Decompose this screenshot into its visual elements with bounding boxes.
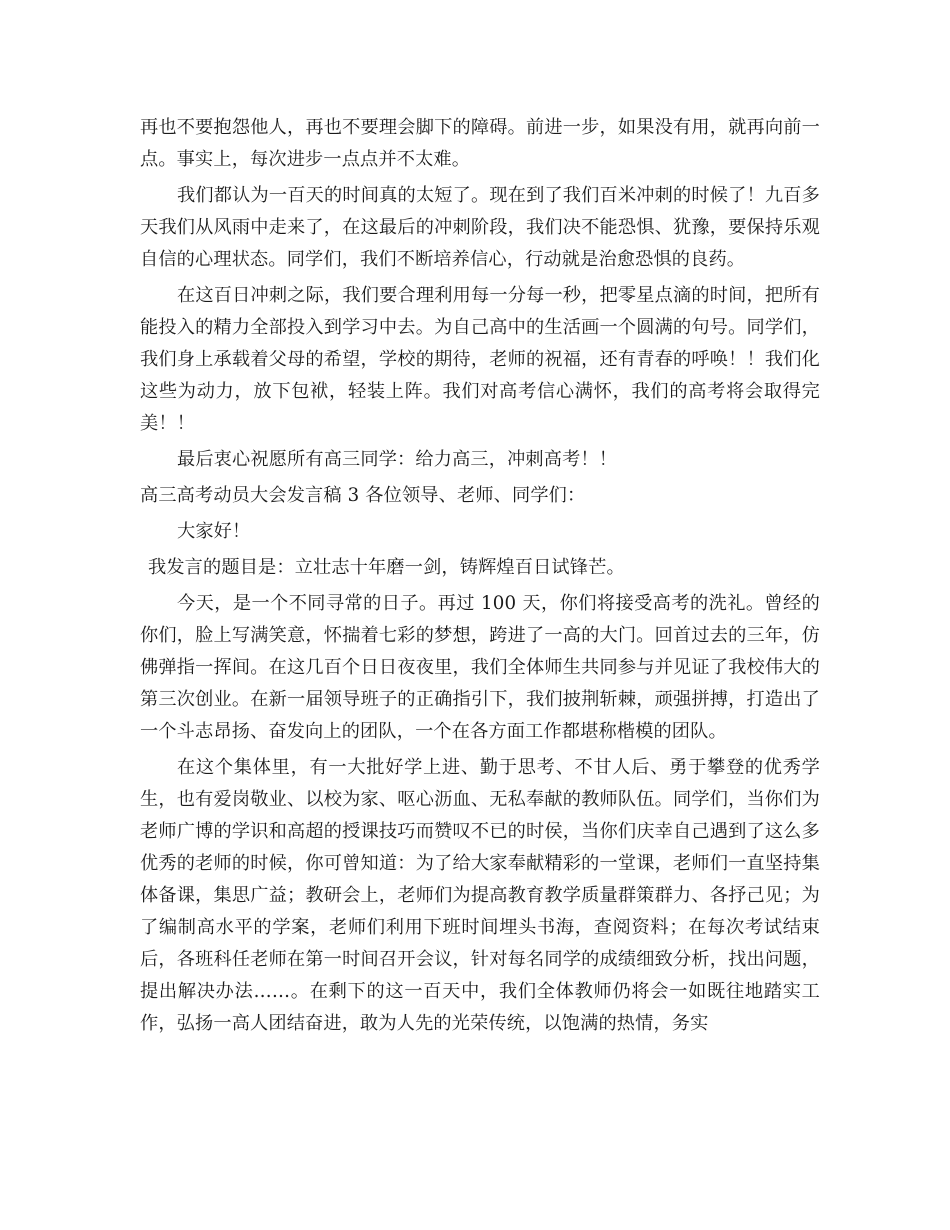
- paragraph-1: 再也不要抱怨他人，再也不要理会脚下的障碍。前进一步，如果没有用，就再向前一点。事实上，每次进步一点点并不太难。: [140, 117, 820, 170]
- section-heading: 高三高考动员大会发言稿 3 各位领导、老师、同学们：: [140, 485, 586, 506]
- paragraph-2: 我们都认为一百天的时间真的太短了。现在到了我们百米冲刺的时候了！九百多天我们从风雨中走来了，在这最后的冲刺阶段，我们决不能恐惧、犹豫，要保持乐观自信的心理状态。同学们，我们不断培养信心，行动就是治愈恐惧的良药。: [140, 185, 820, 270]
- paragraph-4: 最后衷心祝愿所有高三同学：给力高三，冲刺高考！！: [177, 449, 618, 470]
- paragraph-5: 今天，是一个不同寻常的日子。再过 100 天，你们将接受高考的洗礼。曾经的你们，脸上写满笑意，怀揣着七彩的梦想，跨进了一高的大门。回首过去的三年，仿佛弹指一挥间。在这几百个日日夜夜里，我们全体师生共同参与并见证了我校伟大的第三次创业。在新一届领导班子的正确指引下，我们披荆斩棘，顽强拼搏，打造出了一个斗志昂扬、奋发向上的团队，一个在各方面工作都堪称楷模的团队。: [140, 593, 820, 742]
- greeting: 大家好！: [177, 521, 251, 542]
- document-body: [140, 112, 820, 1040]
- speech-topic: 我发言的题目是：立壮志十年磨一剑，铸辉煌百日试锋芒。: [148, 557, 625, 578]
- paragraph-6: 在这个集体里，有一大批好学上进、勤于思考、不甘人后、勇于攀登的优秀学生，也有爱岗敬业、以校为家、呕心沥血、无私奉献的教师队伍。同学们，当你们为老师广博的学识和高超的授课技巧而赞叹不已的时侯，当你们庆幸自己遇到了这么多优秀的老师的时候，你可曾知道：为了给大家奉献精彩的一堂课，老师们一直坚持集体备课，集思广益；教研会上，老师们为提高教育教学质量群策群力、各抒己见；为了编制高水平的学案，老师们利用下班时间埋头书海，查阅资料；在每次考试结束后，各班科任老师在第一时间召开会议，针对每名同学的成绩细致分析，找出问题，提出解决办法……。在剩下的这一百天中，我们全体教师仍将会一如既往地踏实工作，弘扬一高人团结奋进，敢为人先的光荣传统，以饱满的热情，务实: [140, 757, 820, 1034]
- paragraph-3: 在这百日冲刺之际，我们要合理利用每一分每一秒，把零星点滴的时间，把所有能投入的精力全部投入到学习中去。为自己高中的生活画一个圆满的句号。同学们，我们身上承载着父母的希望，学校的期待，老师的祝福，还有青春的呼唤！！我们化这些为动力，放下包袱，轻装上阵。我们对高考信心满怀，我们的高考将会取得完美！！: [140, 285, 820, 434]
